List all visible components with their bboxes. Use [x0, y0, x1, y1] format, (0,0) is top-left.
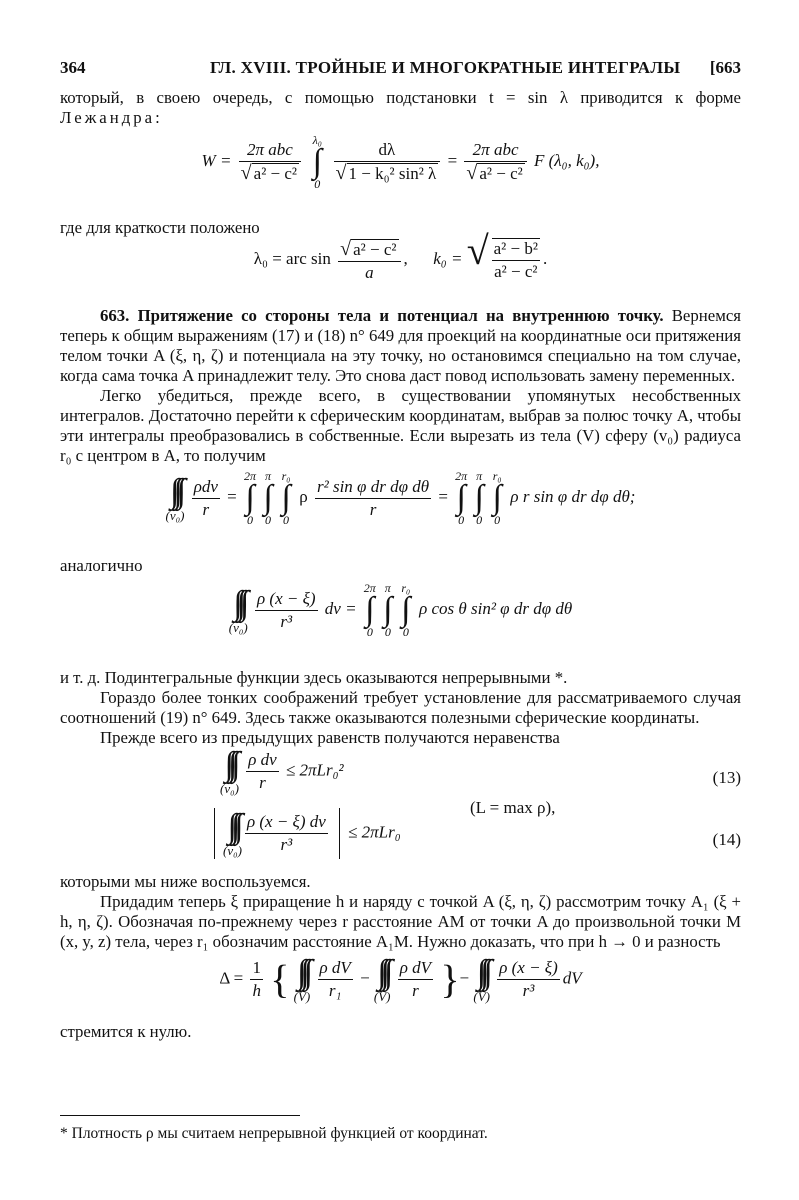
eq-w-rhs: F (λ₀, k₀),: [534, 150, 600, 170]
equation-13: ∫∫∫ (v₀) $\frac{\text{ρ dv}}{r}$ ≤ 2πLr₀² (13): [220, 746, 741, 796]
equation-spherical-1: ∫∫∫ (v₀) $\frac{\text{ρdv}}{r}$ = 2π ∫ 0 π ∫ 0 r₀ ∫ 0 ρ $\frac{\text{r² sin φ dr dφ dθ}}{r}$ = 2π ∫ 0 π ∫ 0 r₀ ∫ 0 ρ r sin φ dr dφ dθ;: [165, 469, 636, 527]
paragraph-continuous: и т. д. Подинтегральные функции здесь оказываются непрерывными *.: [60, 668, 568, 687]
equation-delta: Δ = $\frac{1}{h}$ { ∫∫∫ (V) $\frac{\text{ρ dV}}{\text{r₁}}$ − ∫∫∫ (V) $\frac{\text{ρ dV}}{r}$ }− ∫∫∫ (V) $\frac{\rho (x - \xi)}{\text{r³}}$ dV: [219, 954, 582, 1004]
footnote: [60, 1115, 741, 1144]
equation-lambda: λ₀ = arc sin $\frac{\text{√ a² − c²}}{a}$ , k₀ = √ $\frac{\text{a² − b²}}{\text{a² − c²}}$ .: [253, 228, 548, 282]
paragraph-inequalities: Прежде всего из предыдущих равенств получаются неравенства: [100, 728, 560, 747]
fraction-coef-2: $\frac{\text{2π abc}}{\text{√ a² − c²}}$: [464, 140, 526, 185]
footnote-rule: [60, 1115, 300, 1116]
eq-w-lhs: W =: [201, 150, 232, 170]
condition-L: (L = max ρ),: [470, 798, 556, 817]
equation-W: W = $\frac{\text{2π abc}}{\text{√ a² − c²}}$ λ₀ ∫ 0 $\frac{d\lambda}{\text{√ 1 − k₀² sin² λ}}$ = $\frac{\text{2π abc}}{\text{√ a² − c²}}$ F (λ₀, k₀),: [201, 133, 600, 191]
integral-sign: λ₀ ∫ 0: [312, 133, 322, 191]
legendre-word: Лежандра:: [60, 108, 163, 127]
section-heading: 663. Притяжение со стороны тела и потенциал на внутреннюю точку.: [100, 306, 664, 325]
section-marker: [663: [709, 58, 741, 77]
running-title: ГЛ. XVIII. ТРОЙНЫЕ И МНОГОКРАТНЫЕ ИНТЕГРАЛЫ: [210, 58, 681, 77]
paragraph-tends: стремится к нулю.: [60, 1022, 192, 1041]
paragraph-improper: Легко убедиться, прежде всего, в существовании упомянутых несобственных интегралов. Достаточно перейти к сферическим координатам, выбрав за полюс точку A, чтобы эти интегралы преобразовались в собственные. Если вырезать из тела (V) сферу (v₀) радиуса r₀ с центром в A, то получим: [60, 386, 741, 465]
equation-spherical-2: ∫∫∫ (v₀) $\frac{\rho (x - \xi)}{\text{r³}}$ dv = 2π ∫ 0 π ∫ 0 r₀ ∫ 0 ρ cos θ sin² φ dr dφ dθ: [228, 581, 573, 639]
paragraph-intro: который, в своею очередь, с помощью подстановки t = sin λ приводится к форме Лежандра:: [60, 88, 741, 127]
paragraph-brevity: где для краткости положено: [60, 218, 260, 237]
fraction-integrand: $\frac{d\lambda}{\text{√ 1 − k₀² sin² λ}}$: [334, 140, 441, 185]
page-number: 364: [60, 58, 86, 77]
footnote-text: * Плотность ρ мы считаем непрерывной функцией от координат.: [60, 1125, 488, 1142]
page: [60, 58, 741, 1042]
fraction-coef: $\frac{\text{2π abc}}{\text{√ a² − c²}}$: [239, 140, 301, 185]
paragraph-increment: Придадим теперь ξ приращение h и наряду с точкой A (ξ, η, ζ) рассмотрим точку A₁ (ξ + h, η, ζ). Обозначая по-прежнему через r расстояние AM от точки A до произвольной точки M (x, y, z) тела, через r₁ обозначим расстояние A₁M. Нужно доказать, что при h → 0 и разность: [60, 892, 741, 951]
equation-number-14: (14): [712, 830, 741, 849]
paragraph-analog: аналогично: [60, 556, 143, 575]
equation-number-13: (13): [712, 768, 741, 787]
running-header: [60, 58, 741, 88]
paragraph-subtle: Гораздо более тонких соображений требует установление для рассматриваемого случая соотношений (19) n° 649. Здесь также оказываются полезными сферические координаты.: [60, 688, 741, 727]
section-663: 663. Притяжение со стороны тела и потенциал на внутреннюю точку. Вернемся теперь к общим выражениям (17) и (18) n° 649 для проекций на координатные оси притяжения телом точки A (ξ, η, ζ) и потенциала на эту точку, но остановимся специально на том случае, когда сама точка A принадлежит телу. Это снова даст повод использовать замену переменных.: [60, 306, 741, 385]
equation-14: (L = max ρ), ∫∫∫ (v₀) $\frac{\rho (x - \xi) dv}{\text{r³}}$ ≤ 2πLr₀ (14): [60, 808, 741, 872]
paragraph-use: которыми мы ниже воспользуемся.: [60, 872, 311, 891]
